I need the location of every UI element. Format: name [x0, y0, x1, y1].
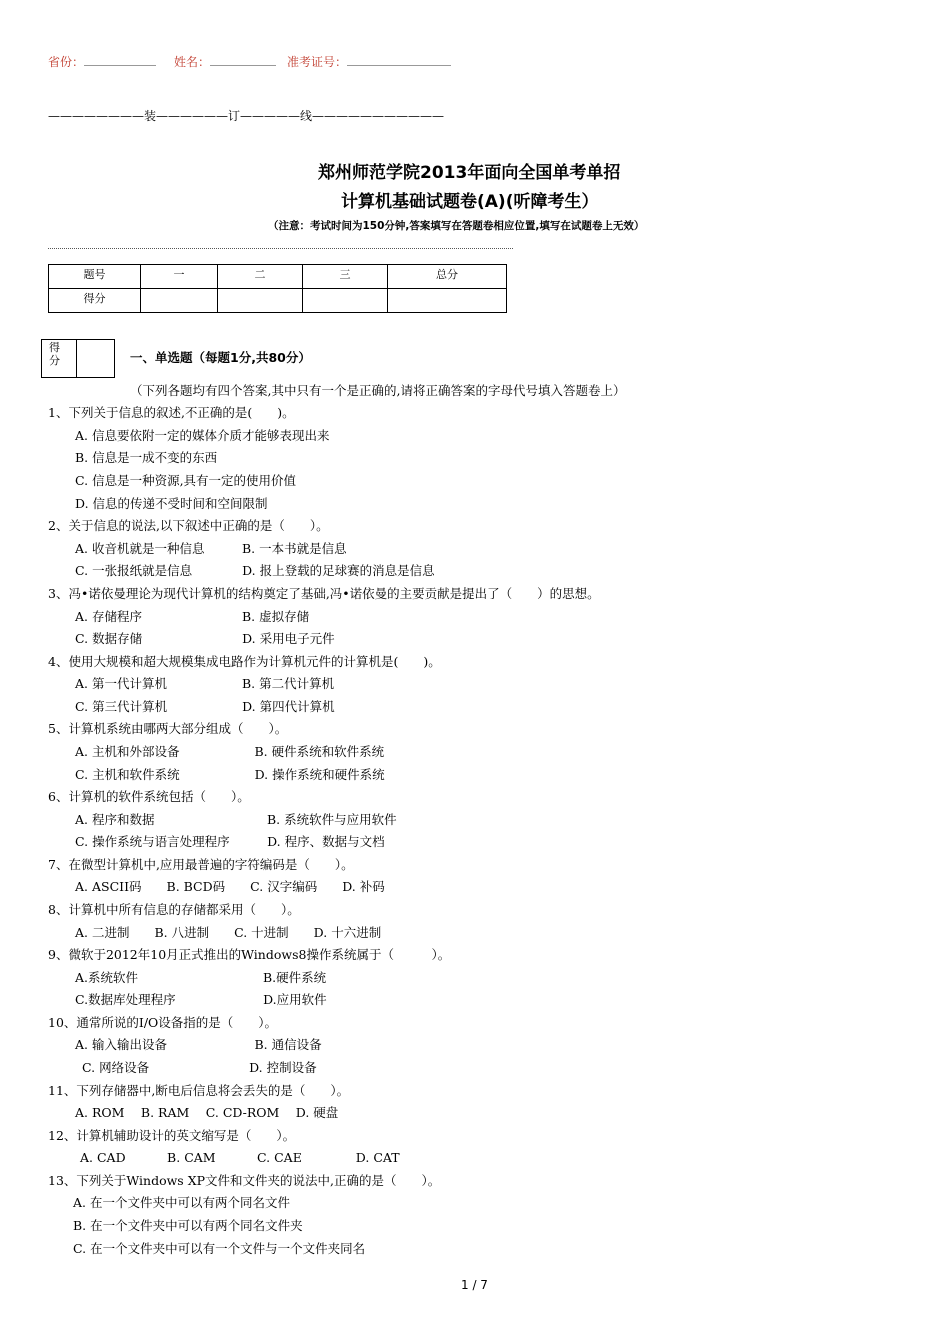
score-cell: 三: [303, 265, 388, 289]
option-line: C. 在一个文件夹中可以有一个文件与一个文件夹同名: [73, 1241, 366, 1256]
score-cell: 二: [218, 265, 303, 289]
question-line: 6、计算机的软件系统包括（ ）。: [48, 789, 250, 804]
name-label: 姓名：: [174, 55, 211, 69]
option-line: A. 信息要依附一定的媒体介质才能够表现出来: [75, 428, 330, 443]
option-line: C. 数据存储 D. 采用电子元件: [75, 631, 335, 646]
option-line: C.数据库处理程序 D.应用软件: [75, 992, 327, 1007]
score-cell: [218, 289, 303, 313]
option-line: C. 一张报纸就是信息 D. 报上登载的足球赛的消息是信息: [75, 563, 435, 578]
question-line: 3、冯•诺依曼理论为现代计算机的结构奠定了基础,冯•诺依曼的主要贡献是提出了（ ）的思想。: [48, 586, 600, 601]
option-line: C. 网络设备 D. 控制设备: [82, 1060, 317, 1075]
question-line: 10、通常所说的I/O设备指的是（ ）。: [48, 1015, 278, 1030]
score-cell: 题号: [49, 265, 141, 289]
section-title: 一、单选题（每题1分,共80分）: [130, 350, 311, 365]
option-line: A. 程序和数据 B. 系统软件与应用软件: [75, 812, 397, 827]
score-table: [48, 264, 507, 313]
notice: （注意：考试时间为150分钟,答案填写在答题卷相应位置,填写在试题卷上无效）: [268, 220, 645, 232]
option-line: C. 操作系统与语言处理程序 D. 程序、数据与文档: [75, 834, 385, 849]
option-line: C. 第三代计算机 D. 第四代计算机: [75, 699, 335, 714]
option-line: B. 信息是一成不变的东西: [75, 450, 218, 465]
question-line: 8、计算机中所有信息的存储都采用（ ）。: [48, 902, 300, 917]
question-line: 13、下列关于Windows XP文件和文件夹的说法中,正确的是（ ）。: [48, 1173, 441, 1188]
question-line: 1、下列关于信息的叙述,不正确的是( )。: [48, 405, 295, 420]
option-line: C. 信息是一种资源,具有一定的使用价值: [75, 473, 297, 488]
binding-line: ————————装——————订—————线———————————: [48, 109, 445, 123]
option-line: A. 二进制 B. 八进制 C. 十进制 D. 十六进制: [75, 925, 382, 940]
dotted-divider: [48, 248, 513, 249]
score-cell: 一: [141, 265, 218, 289]
option-line: C. 主机和软件系统 D. 操作系统和硬件系统: [75, 767, 385, 782]
question-line: 9、微软于2012年10月正式推出的Windows8操作系统属于（ ）。: [48, 947, 451, 962]
option-line: A.系统软件 B.硬件系统: [75, 970, 327, 985]
question-line: 5、计算机系统由哪两大部分组成（ ）。: [48, 721, 288, 736]
score-cell: [141, 289, 218, 313]
option-line: B. 在一个文件夹中可以有两个同名文件夹: [73, 1218, 303, 1233]
score-cell: 总分: [388, 265, 507, 289]
province-label: 省份：: [48, 55, 85, 69]
ticket-blank: [347, 53, 451, 66]
option-line: A. 第一代计算机 B. 第二代计算机: [75, 676, 335, 691]
name-field: [174, 53, 276, 70]
ticket-field: [287, 53, 451, 70]
ticket-label: 准考证号：: [287, 55, 348, 69]
question-line: 4、使用大规模和超大规模集成电路作为计算机元件的计算机是( )。: [48, 654, 441, 669]
option-line: A. 在一个文件夹中可以有两个同名文件: [73, 1195, 290, 1210]
question-line: 7、在微型计算机中,应用最普遍的字符编码是（ ）。: [48, 857, 354, 872]
section-score-label: 得 分: [49, 341, 60, 367]
option-line: D. 信息的传递不受时间和空间限制: [75, 496, 268, 511]
option-line: A. 存储程序 B. 虚拟存储: [75, 609, 310, 624]
option-line: A. ROM B. RAM C. CD-ROM D. 硬盘: [75, 1105, 339, 1120]
score-cell: 得分: [49, 289, 141, 313]
name-blank: [210, 53, 276, 66]
page-number: 1 / 7: [461, 1278, 488, 1292]
question-line: 12、计算机辅助设计的英文缩写是（ ）。: [48, 1128, 296, 1143]
title-line1: 郑州师范学院2013年面向全国单考单招: [318, 163, 621, 183]
score-cell: [388, 289, 507, 313]
province-blank: [84, 53, 156, 66]
score-cell: [303, 289, 388, 313]
question-line: 2、关于信息的说法,以下叙述中正确的是（ ）。: [48, 518, 329, 533]
question-line: 11、下列存储器中,断电后信息将会丢失的是（ ）。: [48, 1083, 350, 1098]
option-line: A. 收音机就是一种信息 B. 一本书就是信息: [75, 541, 347, 556]
province-field: [48, 53, 156, 70]
option-line: A. 输入输出设备 B. 通信设备: [75, 1037, 322, 1052]
section-instruction: （下列各题均有四个答案,其中只有一个是正确的,请将正确答案的字母代号填入答题卷上）: [130, 383, 626, 398]
option-line: A. CAD B. CAM C. CAE D. CAT: [80, 1150, 400, 1165]
option-line: A. ASCII码 B. BCD码 C. 汉字编码 D. 补码: [75, 879, 385, 894]
section-score-box: [41, 339, 115, 378]
option-line: A. 主机和外部设备 B. 硬件系统和软件系统: [75, 744, 385, 759]
title-line2: 计算机基础试题卷(A)(听障考生）: [341, 192, 599, 212]
